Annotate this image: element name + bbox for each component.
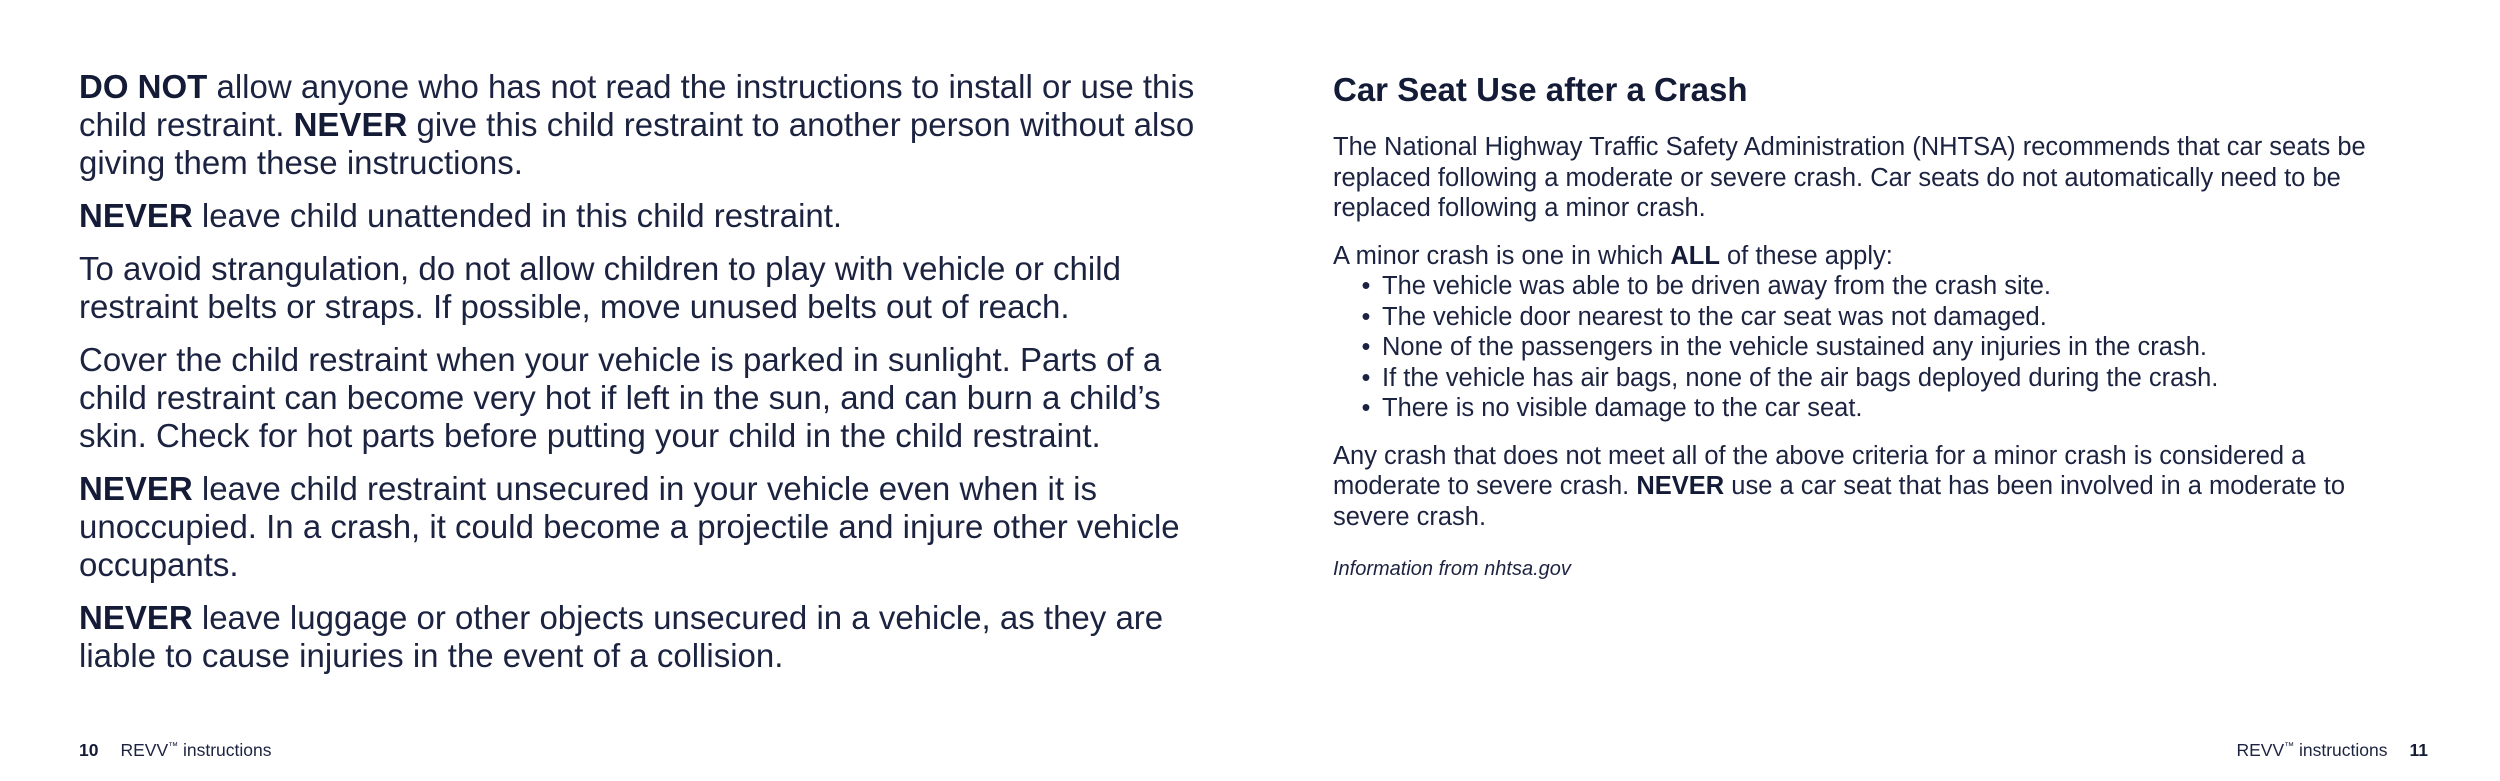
- warning-paragraph: DO NOT allow anyone who has not read the instructions to install or use this child restraint. NEVER give this child restraint to another person without also giving them these instructions.: [79, 68, 1195, 181]
- bullet-icon: •: [1361, 333, 1371, 361]
- warning-paragraph: NEVER leave luggage or other objects unsecured in a vehicle, as they are liable to cause injuries in the event of a collision.: [79, 599, 1164, 674]
- list-item: • The vehicle was able to be driven away from the crash site.: [1361, 272, 2051, 300]
- footer-label: instructions: [2294, 740, 2388, 760]
- footer-label: instructions: [178, 740, 272, 760]
- trademark-symbol: ™: [2284, 741, 2295, 752]
- right-page-footer: [2236, 737, 2428, 760]
- right-page: [1250, 0, 2500, 781]
- brand-name: REVV: [120, 740, 169, 760]
- bullet-icon: •: [1361, 394, 1371, 422]
- bullet-icon: •: [1361, 363, 1371, 392]
- bullet-icon: •: [1361, 302, 1371, 331]
- section-heading: Car Seat Use after a Crash: [1333, 71, 1748, 108]
- list-item: • If the vehicle has air bags, none of the air bags deployed during the crash.: [1361, 363, 2219, 392]
- minor-crash-criteria-list: [1333, 271, 2373, 424]
- source-note: Information from nhtsa.gov: [1333, 558, 1571, 580]
- list-item: • There is no visible damage to the car seat.: [1361, 394, 1863, 422]
- trademark-symbol: ™: [168, 741, 179, 752]
- left-page-footer: [79, 737, 272, 760]
- minor-crash-definition: A minor crash is one in which ALL of these apply:: [1333, 241, 1893, 270]
- page-number: 11: [2409, 740, 2428, 760]
- conclusion-paragraph: Any crash that does not meet all of the above criteria for a minor crash is considered a moderate to severe crash. NEVER use a car seat that has been involved in a moderate to severe crash.: [1333, 441, 2346, 531]
- warning-paragraph: To avoid strangulation, do not allow children to play with vehicle or child restraint belts or straps. If possible, move unused belts out of reach.: [79, 250, 1121, 325]
- brand-name: REVV: [2236, 740, 2285, 760]
- warning-paragraph: Cover the child restraint when your vehicle is parked in sunlight. Parts of a child restraint can become very hot if left in the sun, and can burn a child’s skin. Check for hot parts before putting your child in the child restraint.: [79, 341, 1162, 454]
- safety-warnings: [79, 68, 1199, 690]
- intro-paragraph: The National Highway Traffic Safety Administration (NHTSA) recommends that car seats be replaced following a moderate or severe crash. Car seats do not automatically need to be replaced following a minor crash.: [1333, 133, 2366, 222]
- warning-paragraph: NEVER leave child restraint unsecured in your vehicle even when it is unoccupied. In a crash, it could become a projectile and injure other vehicle occupants.: [79, 470, 1180, 583]
- warning-paragraph: NEVER leave child unattended in this child restraint.: [79, 197, 843, 234]
- list-item: • The vehicle door nearest to the car seat was not damaged.: [1361, 302, 2047, 331]
- list-item: • None of the passengers in the vehicle sustained any injuries in the crash.: [1361, 333, 2207, 361]
- bullet-icon: •: [1361, 272, 1371, 300]
- page-number: 10: [79, 740, 99, 760]
- crash-section: [1333, 70, 2373, 581]
